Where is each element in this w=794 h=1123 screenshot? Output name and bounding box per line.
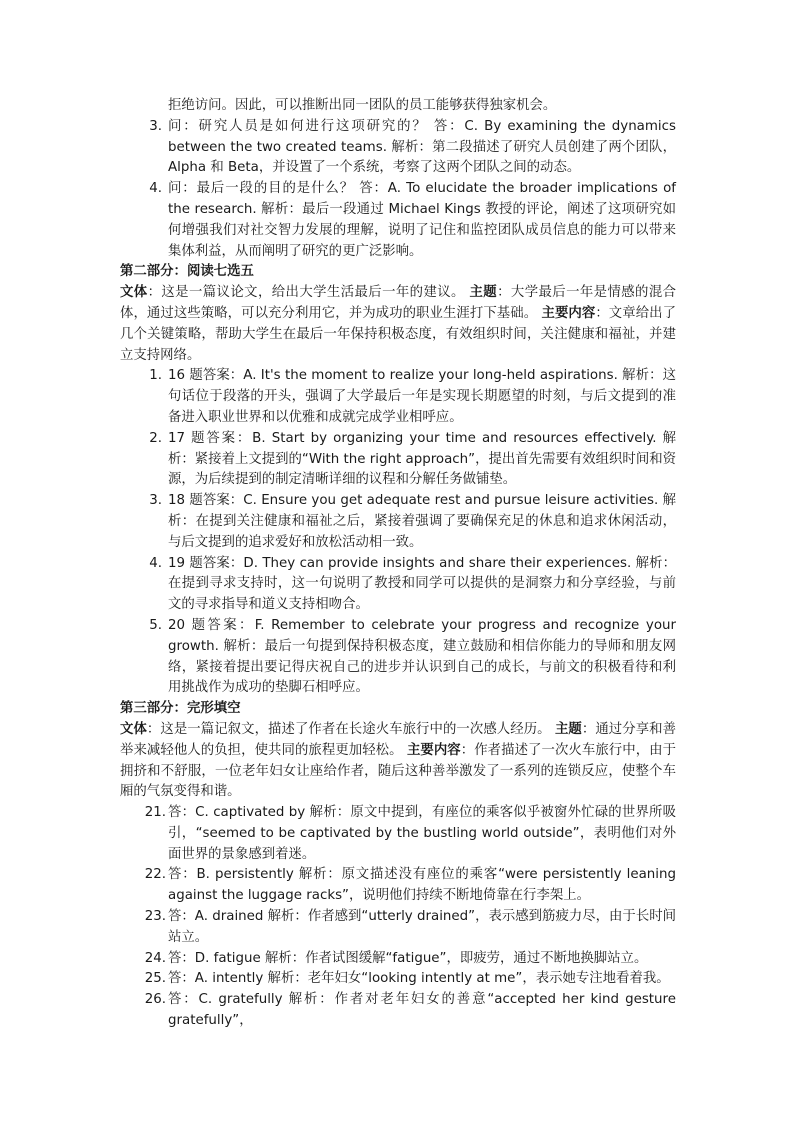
label-style: 文体 (120, 721, 147, 737)
style-text: ：这是一篇记叙文，描述了作者在长途火车旅行中的一次感人经历。 (146, 721, 551, 737)
list-item (120, 969, 676, 990)
item-text: 答：B. persistently 解析：原文描述没有座位的乘客“were persistently leaning against the luggage racks”，说明他们持续不断地倚靠在行李架上。 (168, 867, 676, 904)
item-number: 2. (149, 430, 162, 446)
part1-continuation: 拒绝访问。因此，可以推断出同一团队的员工能够获得独家机会。 (168, 98, 557, 113)
label-theme: 主题 (554, 721, 582, 737)
item-number: 4. (149, 555, 162, 571)
item-text: 答：C. captivated by 解析：原文中提到，有座位的乘客似乎被窗外忙碌的世界所吸引，“seemed to be captivated by the bustling world outside”，表明他们对外面世界的景象感到着迷。 (168, 805, 676, 862)
item-text: 19 题答案：D. They can provide insights and share their experiences. 解析：在提到寻求支持时，这一句说明了教授和同学可以提供的是洞察力和分享经验，与前文的寻求指导和道义支持相吻合。 (168, 555, 676, 613)
section-heading: 第二部分：阅读七选五 (120, 264, 254, 280)
item-text: 问：研究人员是如何进行这项研究的？ 答：C. By examining the dynamics between the two created teams. 解析：第二段描述了研究人员创建了两个团队，Alpha 和 Beta，并设置了一个系统，考察了这两个团队之间的动态。 (168, 118, 676, 176)
label-style: 文体 (120, 285, 148, 301)
item-text: 答：C. gratefully 解析：作者对老年妇女的善意“accepted her kind gesture gratefully”， (168, 992, 676, 1029)
item-text: 答：D. fatigue 解析：作者试图缓解“fatigue”，即疲劳，通过不断地换脚站立。 (168, 950, 648, 966)
content-text: ：作者描述了一次火车旅行中，由于拥挤和不舒服，一位老年妇女让座给作者，随后这种善举激发了一系列的连锁反应，使整个车厢的气氛变得和谐。 (120, 742, 677, 800)
item-text: 答：A. intently 解析：老年妇女“looking intently at me”，表示她专注地看着我。 (168, 971, 670, 987)
label-content: 主要内容 (541, 305, 596, 321)
list-item (120, 949, 676, 970)
section-heading: 第三部分：完形填空 (120, 701, 241, 717)
list-item (120, 117, 676, 179)
list-item (120, 865, 676, 907)
list-item (120, 990, 676, 1032)
item-number: 4. (149, 181, 162, 197)
list-item (120, 907, 676, 949)
label-content: 主要内容 (406, 742, 461, 758)
item-number: 24. (144, 950, 166, 966)
list-item (120, 616, 676, 699)
item-text: 20 题答案：F. Remember to celebrate your progress and recognize your growth. 解析：最后一句提到保持积极态度，建立鼓励和相信你能力的导师和朋友网络，紧接着提出要记得庆祝自己的进步并认识到自己的成长，与前文的积极看待和利用挑战作为成功的垫脚石相呼应。 (168, 617, 676, 696)
list-item (120, 491, 676, 553)
list-item (120, 429, 676, 491)
list-item (120, 803, 676, 865)
style-text: ：这是一篇议论文，给出大学生活最后一年的建议。 (147, 285, 465, 301)
list-item (120, 554, 676, 616)
section-intro (120, 720, 676, 803)
theme-text: ：通过分享和善举来减轻他人的负担，使共同的旅程更加轻松。 (120, 721, 677, 758)
item-text: 16 题答案：A. It's the moment to realize your long-held aspirations. 解析：这句话位于段落的开头，强调了大学最后一年是实现长期愿望的时刻，与后文提到的准备进入职业世界和以优雅和成就完成学业相呼应。 (168, 368, 676, 425)
theme-text: ：大学最后一年是情感的混合体，通过这些策略，可以充分利用它，并为成功的职业生涯打下基础。 (120, 285, 677, 321)
item-number: 3. (149, 118, 162, 134)
item-number: 26. (144, 992, 166, 1008)
item-number: 5. (149, 617, 162, 633)
content-text: ：文章给出了几个关键策略，帮助大学生在最后一年保持积极态度，有效组织时间，关注健康和福祉，并建立支持网络。 (120, 305, 677, 363)
item-text: 18 题答案：C. Ensure you get adequate rest and pursue leisure activities. 解析：在提到关注健康和福祉之后，紧接着强调了要确保充足的休息和追求休闲活动，与后文提到的追求爱好和放松活动相一致。 (168, 493, 676, 550)
label-theme: 主题 (469, 285, 498, 301)
item-number: 23. (144, 909, 166, 925)
item-text: 17 题答案：B. Start by organizing your time and resources effectively. 解析：紧接着上文提到的“With the right approach”，提出首先需要有效组织时间和资源，为后续提到的制定清晰详细的议程和分解任务做铺垫。 (168, 430, 676, 488)
item-number: 3. (149, 493, 162, 509)
list-item (120, 179, 676, 262)
item-text: 问：最后一段的目的是什么？ 答：A. To elucidate the broader implications of the research. 解析：最后一段通过 Michael Kings 教授的评论，阐述了这项研究如何增强我们对社交智力发展的理解，说明了记住和监控团队成员信息的能力可以带来集体利益，从而阐明了研究的更广泛影响。 (168, 181, 676, 259)
list-item (120, 366, 676, 428)
item-text: 答：A. drained 解析：作者感到“utterly drained”，表示感到筋疲力尽，由于长时间站立。 (168, 909, 676, 945)
section-intro (120, 283, 676, 366)
item-number: 22. (144, 867, 166, 883)
item-number: 25. (144, 971, 166, 987)
item-number: 1. (149, 368, 162, 384)
document-page (120, 96, 676, 1032)
item-number: 21. (144, 805, 166, 821)
